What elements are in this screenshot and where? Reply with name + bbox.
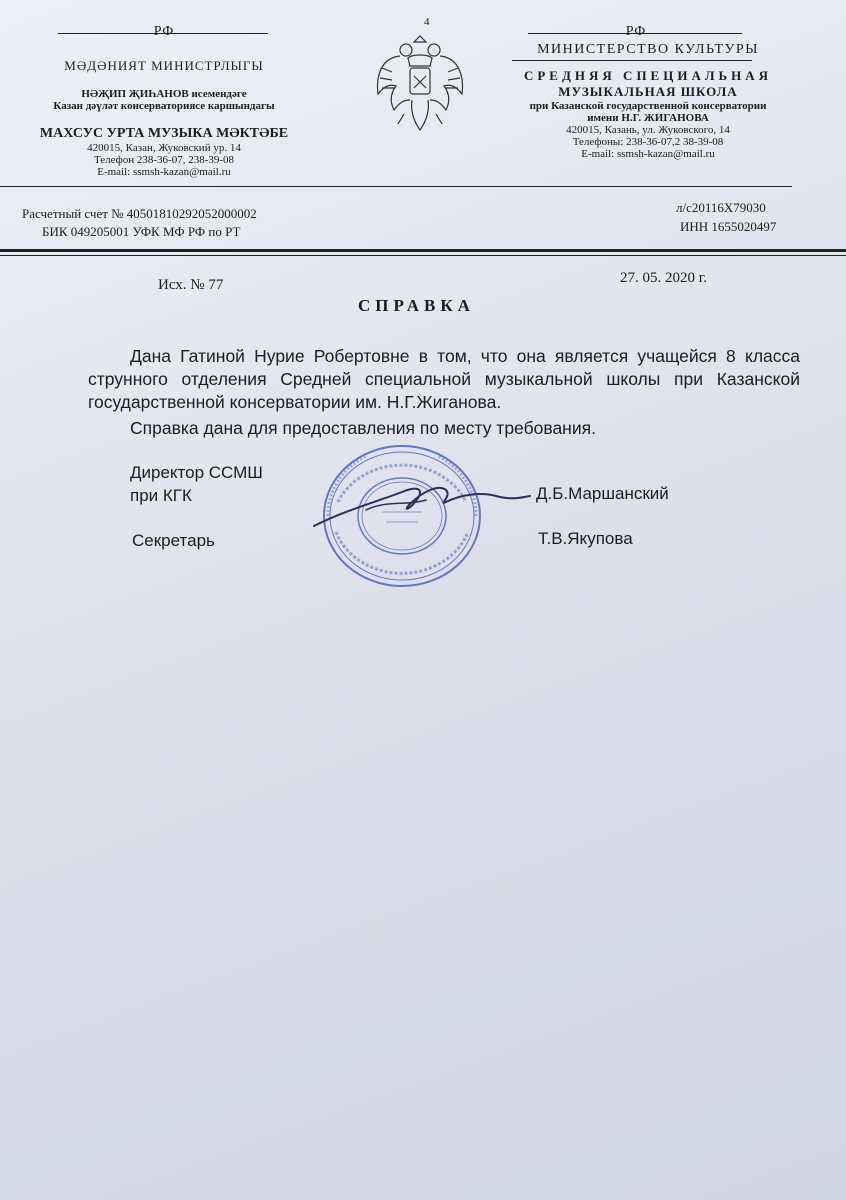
personal-account: л/с20116Х79030 [676,200,766,215]
rf-label-left: РФ [153,24,175,39]
right-named-after: имени Н.Г. ЖИГАНОВА [587,112,709,124]
right-address: 420015, Казань, ул. Жуковского, 14 [566,124,730,136]
right-email: E-mail: ssmsh-kazan@mail.ru [581,148,715,160]
bank-account: Расчетный счет № 40501810292052000002 [22,206,257,221]
bank-bik: БИК 049205001 УФК МФ РФ по РТ [42,224,241,239]
left-header [14,58,314,178]
director-name: Д.Б.Маршанский [536,484,669,503]
left-school: МАХСУС УРТА МУЗЫКА МӘКТӘБЕ [39,126,289,141]
bank-rule-thick [0,249,846,252]
secretary-name: Т.В.Якупова [538,529,633,548]
left-ministry: МӘДӘНИЯТ МИНИСТРЛЫГЫ [64,58,264,73]
document-title: СПРАВКА [358,296,475,315]
document-date: 27. 05. 2020 г. [620,270,707,286]
right-phone: Телефоны: 238-36-07,2 38-39-08 [572,136,724,148]
left-named-after: НӘҖИП ҖИҺАНОВ исемендәге [81,88,247,100]
rf-label-right: РФ [625,24,647,39]
bank-rule-thin [0,255,846,256]
inn: ИНН 1655020497 [680,219,777,234]
right-school-line2: МУЗЫКАЛЬНАЯ ШКОЛА [558,84,738,99]
outgoing-number: Исх. № 77 [158,277,224,293]
page-number: 4 [424,16,430,28]
left-conservatory: Казан дәүләт консерваториясе каршындагы [53,100,275,112]
left-email: E-mail: ssmsh-kazan@mail.ru [97,166,231,178]
left-phone: Телефон 238-36-07, 238-39-08 [93,154,235,166]
coat-of-arms-icon [370,28,470,138]
header-rule [0,186,792,187]
director-title-line2: при КГК [130,486,192,505]
director-title-line1: Директор ССМШ [130,463,263,482]
director-signature [306,470,536,540]
secretary-title: Секретарь [132,531,215,550]
purpose-paragraph: Справка дана для предоставления по месту требования. [130,418,596,438]
certificate-paragraph: Дана Гатиной Нурие Робертовне в том, что она является учащейся 8 класса струнного отделения Средней специальной музыкальной школы при Казанской государственной консерватории им. Н.Г.Жиганова. [88,346,800,412]
right-ministry: МИНИСТЕРСТВО КУЛЬТУРЫ [537,42,759,57]
right-conservatory: при Казанской государственной консерватории [529,100,767,112]
left-address: 420015, Казан, Жуковский ур. 14 [87,142,241,154]
right-school-line1: СРЕДНЯЯ СПЕЦИАЛЬНАЯ [523,68,773,83]
right-header [498,42,798,160]
